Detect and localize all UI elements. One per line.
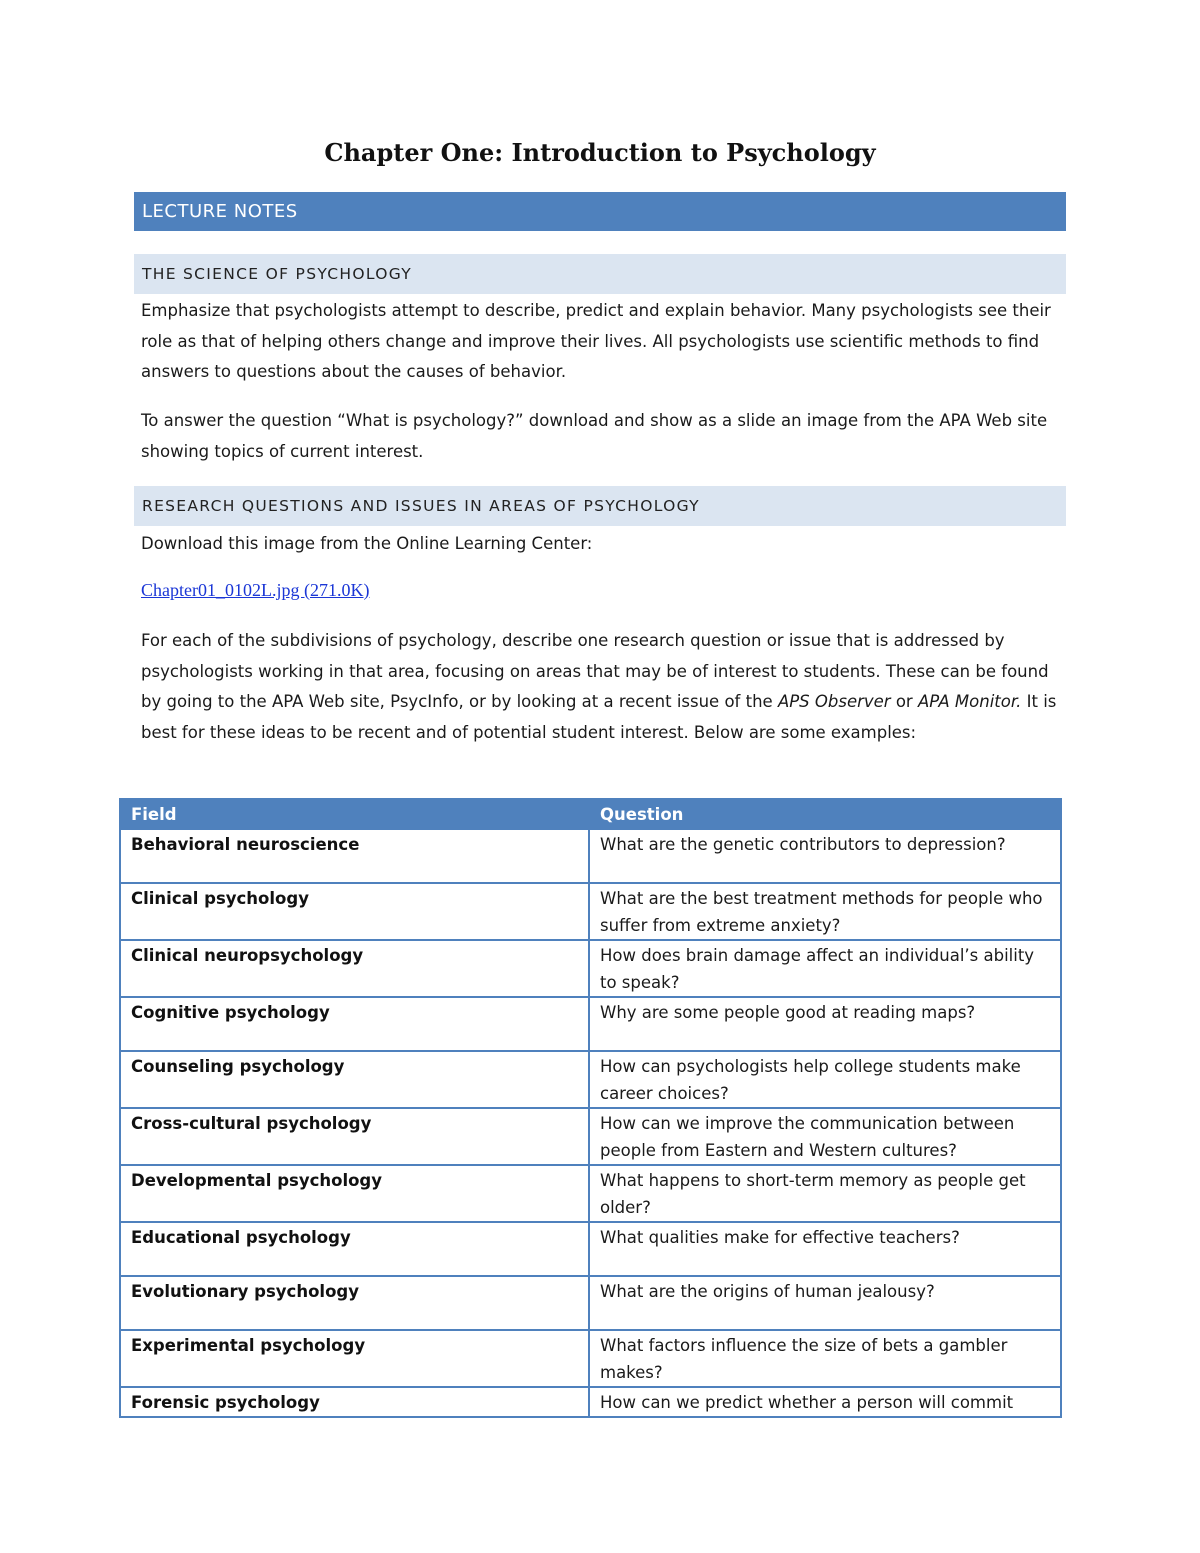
table-row	[120, 883, 1061, 940]
table-row	[120, 1108, 1061, 1165]
fields-table	[119, 798, 1062, 1418]
section-heading-research: RESEARCH QUESTIONS AND ISSUES IN AREAS OF PSYCHOLOGY	[134, 486, 1066, 526]
question-cell: Why are some people good at reading maps?	[589, 997, 1061, 1051]
field-cell: Clinical neuropsychology	[120, 940, 589, 997]
table-row	[120, 1276, 1061, 1330]
field-cell: Cognitive psychology	[120, 997, 589, 1051]
field-column-header: Field	[120, 799, 589, 829]
aps-observer-title: APS Observer	[777, 692, 891, 711]
question-column-header: Question	[589, 799, 1061, 829]
table-row	[120, 997, 1061, 1051]
table-row	[120, 1165, 1061, 1222]
subdivisions-text-end: It is best for these ideas to be recent and of potential student interest. Below are some examples:	[141, 692, 1057, 742]
question-cell: What are the genetic contributors to depression?	[589, 829, 1061, 883]
what-is-psychology-paragraph: To answer the question “What is psychology?” download and show as a slide an image from the APA Web site showing topics of current interest.	[141, 411, 1048, 461]
subdivisions-paragraph	[141, 626, 1061, 748]
field-cell: Experimental psychology	[120, 1330, 589, 1387]
field-cell: Behavioral neuroscience	[120, 829, 589, 883]
subdivisions-text-or: or	[890, 692, 918, 711]
question-cell: What are the origins of human jealousy?	[589, 1276, 1061, 1330]
field-cell: Counseling psychology	[120, 1051, 589, 1108]
question-cell: What qualities make for effective teachers?	[589, 1222, 1061, 1276]
table-row	[120, 829, 1061, 883]
field-cell: Developmental psychology	[120, 1165, 589, 1222]
apa-monitor-title: APA Monitor.	[917, 692, 1022, 711]
field-cell: Educational psychology	[120, 1222, 589, 1276]
table-header-row	[120, 799, 1061, 829]
section-heading-science: THE SCIENCE OF PSYCHOLOGY	[134, 254, 1066, 294]
science-paragraph: Emphasize that psychologists attempt to describe, predict and explain behavior. Many psychologists see their role as that of helping others change and improve their lives. All psychologists use scientific methods to find answers to questions about the causes of behavior.	[141, 301, 1051, 381]
question-cell: How can psychologists help college students make career choices?	[589, 1051, 1061, 1108]
question-cell: How can we predict whether a person will commit	[589, 1387, 1061, 1417]
field-cell: Cross-cultural psychology	[120, 1108, 589, 1165]
field-cell: Evolutionary psychology	[120, 1276, 589, 1330]
question-cell: What are the best treatment methods for people who suffer from extreme anxiety?	[589, 883, 1061, 940]
table-row	[120, 1222, 1061, 1276]
subdivisions-text-start: For each of the subdivisions of psychology, describe one research question or issue that is addressed by psychologists working in that area, focusing on areas that may be of interest to students. These can be found by going to the APA Web site, PsycInfo, or by looking at a recent issue of the	[141, 631, 1049, 711]
table-row	[120, 1330, 1061, 1387]
field-cell: Clinical psychology	[120, 883, 589, 940]
table-row	[120, 1051, 1061, 1108]
question-cell: How does brain damage affect an individual’s ability to speak?	[589, 940, 1061, 997]
table-row	[120, 940, 1061, 997]
field-cell: Forensic psychology	[120, 1387, 589, 1417]
lecture-notes-header: LECTURE NOTES	[134, 192, 1066, 231]
question-cell: What factors influence the size of bets a gambler makes?	[589, 1330, 1061, 1387]
download-instruction: Download this image from the Online Learning Center:	[141, 534, 593, 553]
question-cell: What happens to short-term memory as people get older?	[589, 1165, 1061, 1222]
question-cell: How can we improve the communication between people from Eastern and Western cultures?	[589, 1108, 1061, 1165]
image-download-link[interactable]: Chapter01_0102L.jpg (271.0K)	[141, 580, 370, 600]
table-row	[120, 1387, 1061, 1417]
page-title: Chapter One: Introduction to Psychology	[324, 138, 876, 167]
